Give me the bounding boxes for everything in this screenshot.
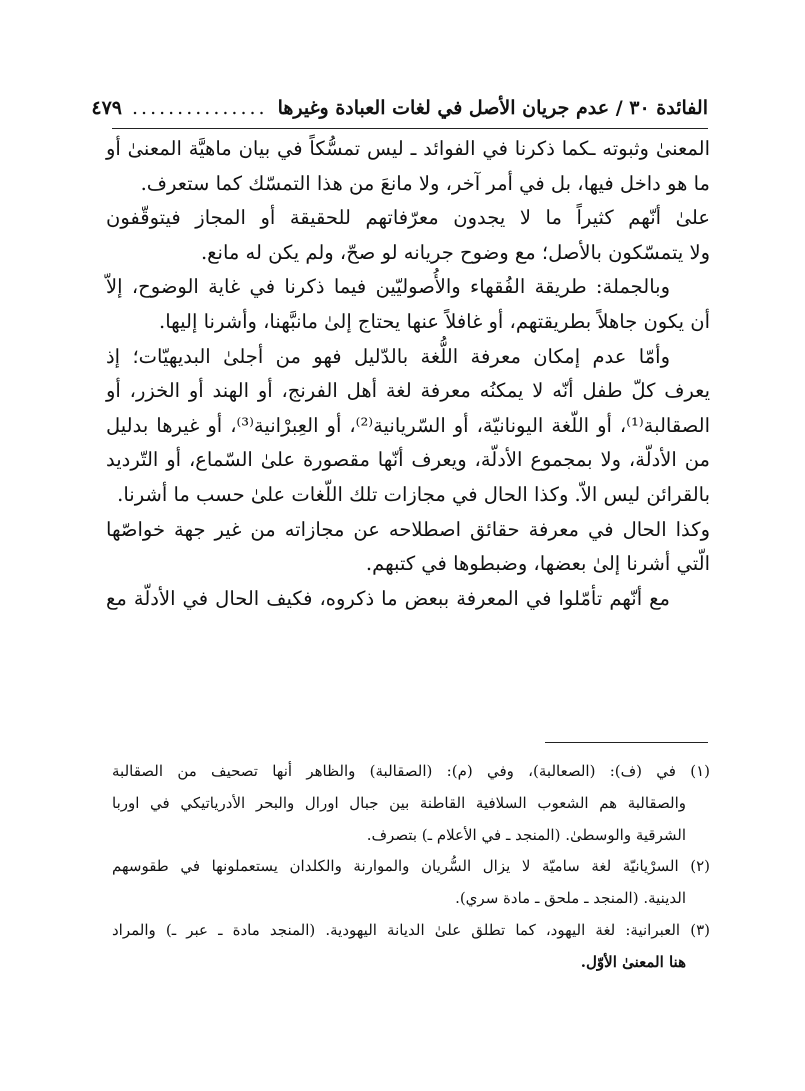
text-line: الّتي أشرنا إلىٰ بعضها، وضبطوها في كتبهم. (365, 552, 710, 576)
footnote-line: (١) في (ف): (الصعالبة)، وفي (م): (الصقالبة) والظاهر أنها تصحيف من الصقالبة (112, 762, 710, 780)
footnote-line: الدينية. (المنجد ـ ملحق ـ مادة سري). (455, 889, 686, 908)
footnote-line: والصقالبة هم الشعوب السلافية القاطنة بين جبال اورال والبحر الأدرياتيكي في اوربا (112, 793, 686, 812)
text-line: وكذا الحال في معرفة حقائق اصطلاحه عن مجازاته من غير جهة خواصّها (106, 517, 710, 541)
text-line: من الأدلّة، ولا بمجموع الأدلّة، ويعرف أنّها مقصورة علىٰ السّماع، أو التّرديد (106, 448, 710, 472)
header-leader-dots: ............... (131, 97, 268, 119)
text-line: بالقرائن ليس الاّ. وكذا الحال في مجازات تلك اللّغات علىٰ حسب ما أشرنا. (117, 482, 710, 506)
text-line: يعرف كلّ طفل أنّه لا يمكنُه معرفة لغة أهل الفرنج، أو الهند أو الخزر، أو (106, 379, 710, 403)
footnote-line: (٢) السرْيانيّة لغة ساميّة لا يزال السُّريان والموارنة والكلدان يستعملونها في طقوسهم (112, 857, 710, 876)
text-line: علىٰ أنّهم كثيراً ما لا يجدون معرّفاتهم للحقيقة أو المجاز فيتوقّفون (106, 206, 710, 230)
footnote-line: هنا المعنىٰ الأوّل. (580, 952, 686, 971)
text-line: ولا يتمسّكون بالأصل؛ مع وضوح جريانه لو صحّ، ولم يكن له مانع. (200, 240, 710, 264)
text-line: ما هو داخل فيها، بل في أمر آخر، ولا مانعَ من هذا التمسّك كما ستعرف. (140, 171, 710, 195)
text-line: أن يكون جاهلاً بطريقتهم، أو غافلاً عنها يحتاج إلىٰ مانبَّهنا، وأشرنا إليها. (159, 309, 710, 333)
text-line: الصقالبة⁽¹⁾، أو اللّغة اليونانيّة، أو السّريانية⁽²⁾، أو العِبرْانية⁽³⁾، أو غيرها بدليل (106, 413, 710, 437)
text-line: وأمّا عدم إمكان معرفة اللُّغة بالدّليل فهو من أجلىٰ البديهيّات؛ إذ (106, 344, 670, 368)
header-rule (112, 128, 708, 129)
text-line: المعنىٰ وثبوته ـكما ذكرنا في الفوائد ـ ليس تمسُّكاً في بيان ماهيَّة المعنىٰ أو (106, 137, 710, 160)
text-line: وبالجملة: طريقة الفُقهاء والأُصوليّين فيما ذكرنا في غاية الوضوح، إلاّ (106, 275, 670, 299)
footnotes (112, 756, 710, 979)
footnote-line: (٣) العبرانية: لغة اليهود، كما تطلق علىٰ الديانة اليهودية. (المنجد مادة ـ عبر ـ) والمراد (112, 920, 710, 939)
running-header (91, 88, 708, 128)
main-text (106, 132, 710, 616)
text-line: مع أنّهم تأمّلوا في المعرفة ببعض ما ذكروه، فكيف الحال في الأدلّة مع (106, 586, 670, 610)
footnote-line: الشرقية والوسطىٰ. (المنجد ـ في الأعلام ـ) بتصرف. (366, 825, 686, 844)
header-title: الفائدة ٣٠ / عدم جريان الأصل في لغات العبادة وغيرها (277, 97, 708, 119)
footnote-separator (545, 742, 708, 743)
page-number: ٤٧٩ (91, 97, 122, 119)
